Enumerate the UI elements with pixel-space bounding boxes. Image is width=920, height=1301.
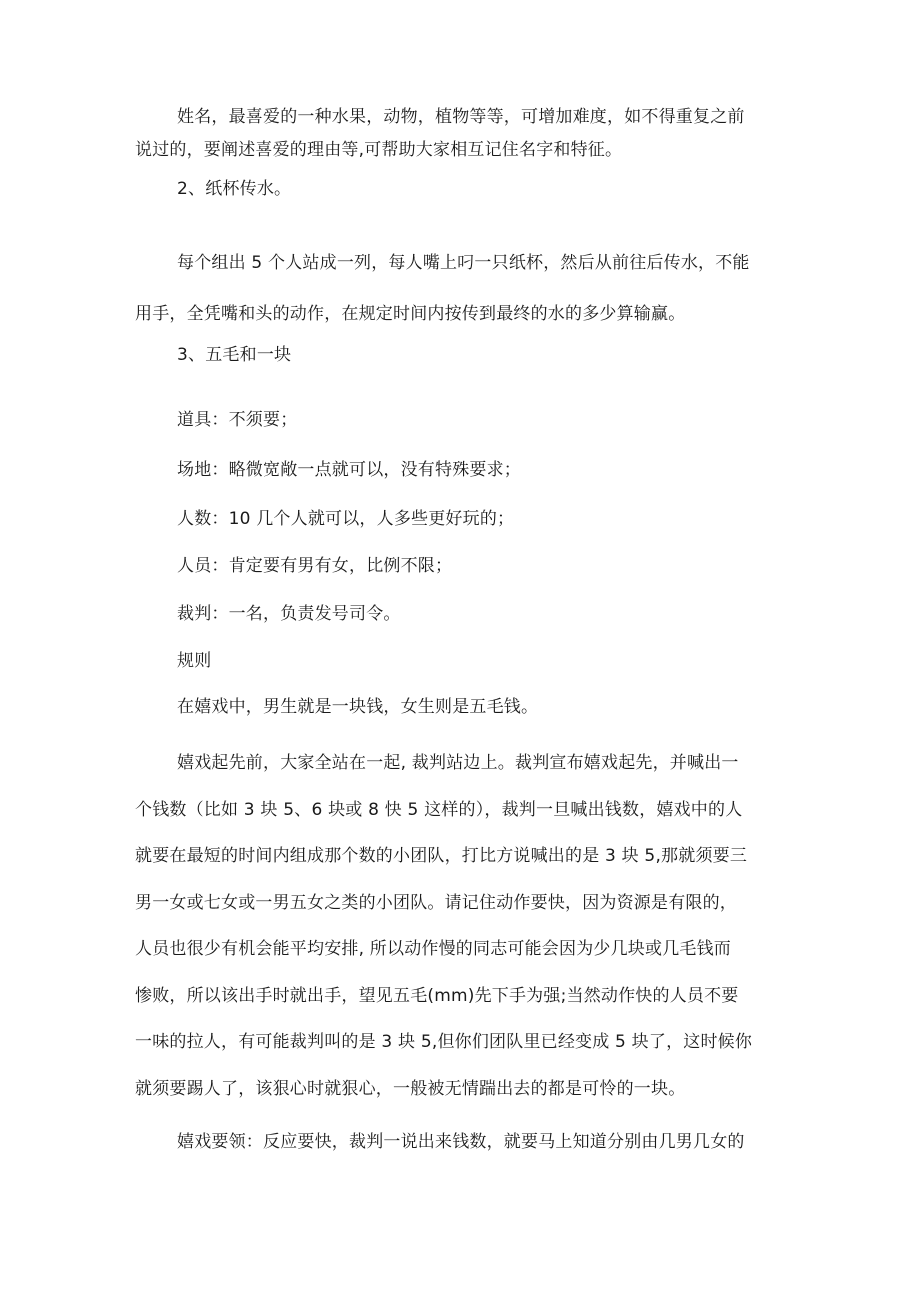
text-line: 规则 xyxy=(177,651,212,671)
item-referee xyxy=(135,599,790,629)
text-line: 人员：肯定要有男有女，比例不限； xyxy=(177,556,453,576)
text-line: 人员也很少有机会能平均安排, 所以动作慢的同志可能会因为少几块或几毛钱而 xyxy=(135,939,732,959)
paragraph-rules-values xyxy=(135,692,790,722)
heading-five-mao xyxy=(135,340,790,370)
text-line: 裁判：一名，负责发号司令。 xyxy=(177,604,401,624)
text-line: 就要在最短的时间内组成那个数的小团队，打比方说喊出的是 3 块 5,那就须要三 xyxy=(135,846,748,866)
text-line: 场地：略微宽敞一点就可以，没有特殊要求； xyxy=(177,460,521,480)
text-line: 男一女或七女或一男五女之类的小团队。请记住动作要快，因为资源是有限的， xyxy=(135,892,737,913)
item-headcount xyxy=(135,504,790,534)
heading-rules xyxy=(135,646,790,676)
text-line: 人数：10 几个人就可以，人多些更好玩的； xyxy=(177,509,515,529)
text-line: 姓名，最喜爱的一种水果，动物，植物等等，可增加难度，如不得重复之前 xyxy=(177,107,745,127)
item-venue xyxy=(135,455,790,485)
text-line: 在嬉戏中，男生就是一块钱，女生则是五毛钱。 xyxy=(177,697,539,717)
item-props xyxy=(135,405,790,435)
text-line: 说过的，要阐述喜爱的理由等,可帮助大家相互记住名字和特征。 xyxy=(135,140,623,160)
paragraph-paper-cup xyxy=(135,238,790,340)
text-line: 就须要踢人了，该狠心时就狠心，一般被无情踹出去的都是可怜的一块。 xyxy=(135,1078,686,1099)
text-line: 道具：不须要； xyxy=(177,410,298,430)
text-line: 一味的拉人，有可能裁判叫的是 3 块 5,但你们团队里已经变成 5 块了，这时候你 xyxy=(135,1032,753,1052)
text-line: 用手，全凭嘴和头的动作，在规定时间内按传到最终的水的多少算输赢。 xyxy=(135,304,686,324)
text-line: 3、五毛和一块 xyxy=(177,345,292,365)
paragraph-intro-names xyxy=(135,101,790,167)
text-line: 嬉戏要领：反应要快，裁判一说出来钱数，就要马上知道分别由几男几女的 xyxy=(177,1132,745,1152)
text-line: 惨败，所以该出手时就出手，望见五毛(mm)先下手为强;当然动作快的人员不要 xyxy=(135,985,739,1006)
text-line: 每个组出 5 个人站成一列，每人嘴上叼一只纸杯，然后从前往后传水，不能 xyxy=(177,253,750,273)
paragraph-rules-detail xyxy=(135,740,790,1112)
text-line: 嬉戏起先前，大家全站在一起, 裁判站边上。裁判宣布嬉戏起先，并喊出一 xyxy=(177,753,739,773)
heading-paper-cup xyxy=(135,174,790,204)
item-members xyxy=(135,551,790,581)
paragraph-game-tips xyxy=(135,1127,790,1157)
text-line: 个钱数（比如 3 块 5、6 块或 8 快 5 这样的），裁判一旦喊出钱数，嬉戏中的人 xyxy=(135,799,743,820)
text-line: 2、纸杯传水。 xyxy=(177,179,292,199)
